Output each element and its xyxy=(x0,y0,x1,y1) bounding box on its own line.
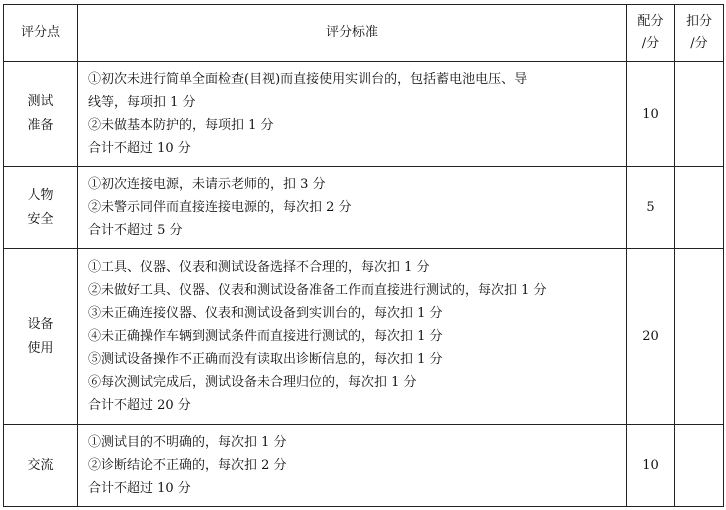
header-deduct-label-2: /分 xyxy=(690,36,708,51)
header-score xyxy=(627,5,675,62)
row-score-cell xyxy=(627,249,675,425)
criteria-line: ①初次未进行简单全面检查(目视)而直接使用实训台的，包括蓄电池电压、导 xyxy=(88,72,528,87)
criteria-line: ②未做基本防护的，每项扣 1 分 xyxy=(88,118,274,133)
header-deduct xyxy=(675,5,724,62)
header-deduct-label-1: 扣分 xyxy=(685,14,712,29)
criteria-line: ①工具、仪器、仪表和测试设备选择不合理的，每次扣 1 分 xyxy=(88,260,430,275)
criteria-line: ①测试目的不明确的，每次扣 1 分 xyxy=(88,435,287,450)
row-deduct-cell xyxy=(675,62,724,167)
header-row xyxy=(4,5,724,62)
row-score: 10 xyxy=(642,458,659,473)
row-criteria-cell xyxy=(78,62,627,167)
row-criteria-cell xyxy=(78,425,627,507)
row-point-cell xyxy=(4,167,78,249)
row-criteria-cell xyxy=(78,167,627,249)
criteria-line: ⑤测试设备操作不正确而没有读取出诊断信息的，每次扣 1 分 xyxy=(88,352,443,367)
header-standard xyxy=(78,5,627,62)
row-deduct-cell xyxy=(675,425,724,507)
criteria-line: 合计不超过 20 分 xyxy=(88,398,191,413)
row-point-line: 交流 xyxy=(27,457,54,473)
row-point-line: 准备 xyxy=(27,118,54,133)
criteria-line: ②诊断结论不正确的，每次扣 2 分 xyxy=(88,458,287,473)
scoring-table xyxy=(3,4,724,507)
row-point-line: 设备 xyxy=(27,316,54,332)
table-row xyxy=(4,62,724,167)
row-score: 20 xyxy=(642,329,659,344)
row-deduct-cell xyxy=(675,167,724,249)
header-score-label-1: 配分 xyxy=(637,14,664,29)
criteria-line: 合计不超过 5 分 xyxy=(88,223,183,238)
row-point-cell xyxy=(4,62,78,167)
table-row xyxy=(4,249,724,425)
row-point-cell xyxy=(4,249,78,425)
table-row xyxy=(4,167,724,249)
criteria-line: ②未做好工具、仪器、仪表和测试设备准备工作而直接进行测试的，每次扣 1 分 xyxy=(88,283,547,298)
header-point xyxy=(4,5,78,62)
row-score-cell xyxy=(627,425,675,507)
row-score: 10 xyxy=(642,106,659,122)
criteria-line: ③未正确连接仪器、仪表和测试设备到实训台的，每次扣 1 分 xyxy=(88,306,443,321)
criteria-line: ⑥每次测试完成后，测试设备未合理归位的，每次扣 1 分 xyxy=(88,375,417,390)
row-point-line: 人物 xyxy=(27,187,54,203)
criteria-line: 线等，每项扣 1 分 xyxy=(88,95,196,110)
row-point-line: 安全 xyxy=(27,211,54,227)
criteria-line: ④未正确操作车辆到测试条件而直接进行测试的，每次扣 1 分 xyxy=(88,329,443,344)
header-standard-label: 评分标准 xyxy=(325,25,378,40)
table-row xyxy=(4,425,724,507)
criteria-line: ②未警示同伴而直接连接电源的，每次扣 2 分 xyxy=(88,200,352,215)
row-point-line: 使用 xyxy=(27,340,54,356)
header-point-label: 评分点 xyxy=(20,25,60,40)
row-point-line: 测试 xyxy=(27,94,54,109)
row-score-cell xyxy=(627,167,675,249)
row-score: 5 xyxy=(646,200,655,215)
criteria-line: 合计不超过 10 分 xyxy=(88,141,191,156)
header-score-label-2: /分 xyxy=(641,36,660,51)
row-point-cell xyxy=(4,425,78,507)
row-criteria-cell xyxy=(78,249,627,425)
criteria-line: 合计不超过 10 分 xyxy=(88,481,191,496)
row-deduct-cell xyxy=(675,249,724,425)
criteria-line: ①初次连接电源，未请示老师的，扣 3 分 xyxy=(88,177,326,192)
row-score-cell xyxy=(627,62,675,167)
scoring-table-container xyxy=(3,4,724,507)
